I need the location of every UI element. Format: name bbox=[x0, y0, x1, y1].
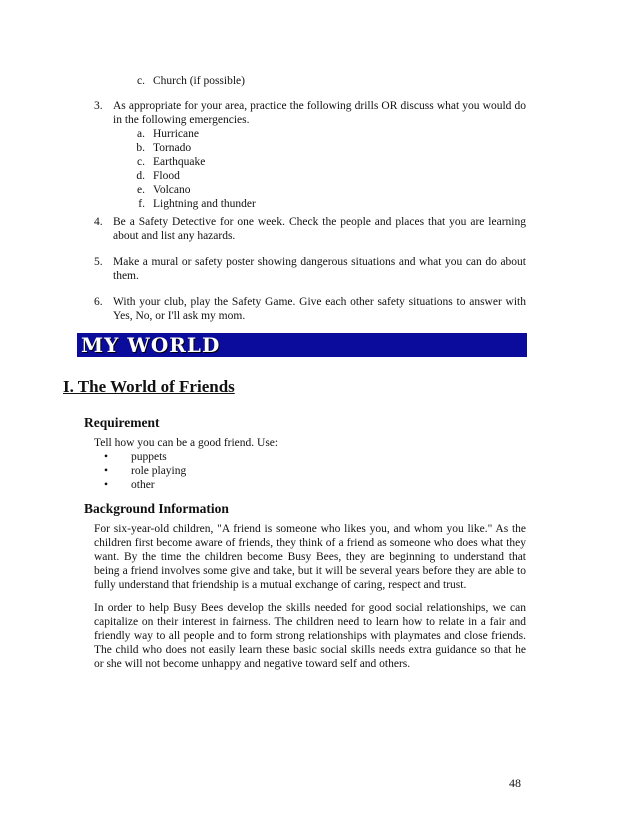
bullet-text: puppets bbox=[131, 451, 167, 463]
sub-letter: c. bbox=[137, 156, 145, 168]
list-item bbox=[104, 478, 186, 492]
item-text: As appropriate for your area, practice the following drills OR discuss what you would do in the following emergencies. bbox=[113, 100, 526, 126]
item-text: Be a Safety Detective for one week. Check the people and places that you are learning about and list any hazards. bbox=[113, 216, 526, 242]
bullet-icon: • bbox=[104, 479, 109, 491]
bullet-text: role playing bbox=[131, 465, 187, 477]
bullet-icon: • bbox=[104, 465, 109, 477]
list-item bbox=[127, 183, 526, 197]
sub-text: Flood bbox=[153, 170, 180, 182]
item-number: 5. bbox=[94, 256, 103, 268]
list-item-church bbox=[127, 74, 245, 88]
sub-text: Hurricane bbox=[153, 128, 199, 140]
item-text: Make a mural or safety poster showing dangerous situations and what you can do about them. bbox=[113, 256, 526, 282]
sub-text: Church (if possible) bbox=[153, 75, 245, 87]
background-paragraph: In order to help Busy Bees develop the skills needed for good social relationships, we can capitalize on their interest in fairness. The children need to learn how to relate in a fair and friendly way to all people and to form strong relationships with playmates and close friends. The child who does not easily learn these basic social skills needs extra guidance so that he or she will not become unhappy and negative toward self and others. bbox=[94, 602, 526, 670]
list-item-6 bbox=[94, 295, 526, 323]
background-heading: Background Information bbox=[84, 501, 229, 516]
section-heading: I. The World of Friends bbox=[63, 377, 235, 396]
list-item bbox=[127, 197, 526, 211]
list-item bbox=[127, 127, 526, 141]
list-item-3 bbox=[94, 99, 526, 211]
bullet-text: other bbox=[131, 479, 155, 491]
item-text: With your club, play the Safety Game. Give each other safety situations to answer with Yes, No, or I'll ask my mom. bbox=[113, 296, 526, 322]
banner-title: MY WORLD bbox=[81, 333, 221, 357]
sub-letter: a. bbox=[137, 128, 145, 140]
list-item bbox=[104, 450, 186, 464]
background-paragraph: For six-year-old children, "A friend is someone who likes you, and whom you like." As the children first become aware of friends, they think of a friend as someone who does what they want. By the time the children become Busy Bees, they are beginning to understand that being a friend involves some give and take, but it will be several years before they are able to fully understand that friendship is a mutual exchange of caring, respect and trust. bbox=[94, 523, 526, 591]
sub-text: Lightning and thunder bbox=[153, 198, 256, 210]
item-number: 6. bbox=[94, 296, 103, 308]
sub-letter: f. bbox=[138, 198, 145, 210]
page-number: 48 bbox=[509, 776, 521, 790]
list-item bbox=[104, 464, 186, 478]
sub-letter: e. bbox=[137, 184, 145, 196]
sub-letter: d. bbox=[136, 170, 145, 182]
sub-text: Earthquake bbox=[153, 156, 206, 168]
sub-letter: b. bbox=[136, 142, 145, 154]
requirement-heading: Requirement bbox=[84, 415, 160, 430]
sub-text: Volcano bbox=[153, 184, 191, 196]
section-banner bbox=[77, 333, 527, 357]
requirement-bullets bbox=[104, 450, 186, 492]
sub-text: Tornado bbox=[153, 142, 192, 154]
requirement-text: Tell how you can be a good friend. Use: bbox=[94, 437, 279, 449]
bullet-icon: • bbox=[104, 451, 109, 463]
list-item bbox=[127, 169, 526, 183]
sub-letter: c. bbox=[137, 75, 145, 87]
list-item-5 bbox=[94, 255, 526, 283]
item-number: 3. bbox=[94, 100, 103, 112]
item-number: 4. bbox=[94, 216, 103, 228]
list-item-4 bbox=[94, 215, 526, 243]
emergency-list bbox=[127, 127, 526, 211]
list-item bbox=[127, 155, 526, 169]
list-item bbox=[127, 141, 526, 155]
